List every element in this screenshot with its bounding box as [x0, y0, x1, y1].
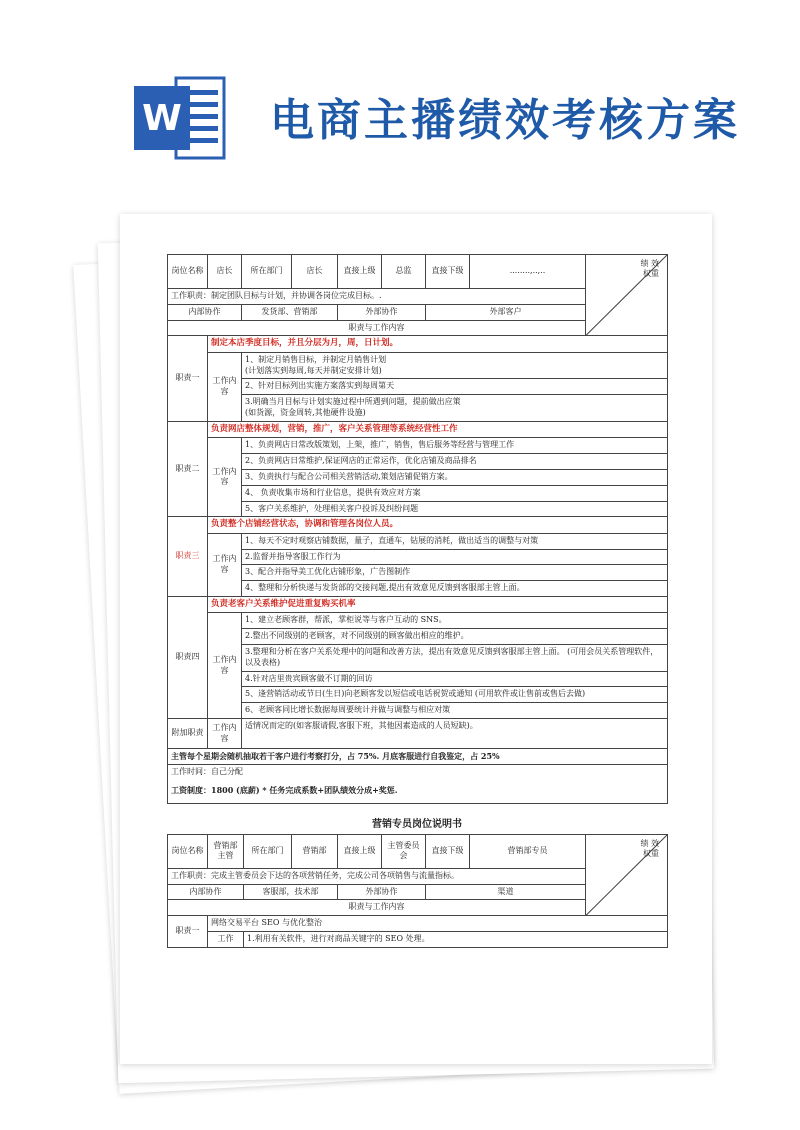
- duty-3-label: 职责三: [168, 517, 208, 597]
- external-value: 外部客户: [426, 304, 586, 320]
- t2-dept-label: 所在部门: [244, 834, 292, 868]
- duty-4-title: 负责老客户关系维护促进重复购买机率: [208, 596, 668, 612]
- page-header: [0, 0, 800, 190]
- assessment-note: 主管每个星期会随机抽取若干客户进行考察打分，占 75%. 月底客服进行自我鉴定，占 25%: [168, 749, 668, 765]
- t2-duty-1-work-label: 工作: [208, 932, 244, 948]
- content-header: 职责与工作内容: [168, 320, 586, 336]
- t2-external-value: 渠道: [426, 884, 586, 900]
- duty-2-label: 职责二: [168, 421, 208, 516]
- duty-3-title: 负责整个店铺经营状态，协调和管理各岗位人员。: [208, 517, 668, 533]
- duty-3-item-1: 1、每天不定时观察店铺数据，量子，直通车，钻展的消耗，做出适当的调整与对策: [242, 533, 668, 549]
- direct-sub-value: ........,..,..: [470, 255, 586, 289]
- perf-weight-cell: [586, 255, 668, 336]
- logo-letter: W: [142, 98, 182, 139]
- duty-2-item-4: 4、 负责收集市场和行业信息，提供有效应对方案: [242, 485, 668, 501]
- duty-2-work-content-label: 工作内容: [208, 438, 242, 517]
- t2-perf-weight-cell: [586, 834, 668, 915]
- t2-direct-sub-value: 营销部专员: [470, 834, 586, 868]
- weight-label: 权重: [643, 269, 659, 279]
- duty-4-label: 职责四: [168, 596, 208, 718]
- internal-value: 发货部、营销部: [242, 304, 338, 320]
- duty-4-item-5: 5、逢营销活动或节日(生日)向老顾客发以短信或电话祝贺或通知 (可用软件或让售前或售后去做): [242, 687, 668, 703]
- t2-external-label: 外部协作: [338, 884, 426, 900]
- t2-internal-value: 客服部，技术部: [244, 884, 338, 900]
- duty-4-work-content-label: 工作内容: [208, 613, 242, 719]
- duty-1-item-1: 1、制定月销售目标，并制定月销售计划 (计划落实到每周,每天并制定安排计划): [242, 352, 668, 379]
- duty-3-item-4: 4、整理和分析快递与发货部的交接问题,提出有效意见反馈到客服部主管上面。: [242, 581, 668, 597]
- work-duty: 工作职责：制定团队目标与计划，并协调各岗位完成目标。.: [168, 289, 586, 305]
- duty-3-item-3: 3、配合并指导美工优化店铺形象，广告图制作: [242, 565, 668, 581]
- t2-direct-sup-label: 直接上级: [338, 834, 382, 868]
- duty-1-item-3: 3.明确当月目标与计划实施过程中所遇到问题，提前做出应策 (如货源，资金周转,其他硬件设施): [242, 395, 668, 422]
- direct-sup-value: 总监: [382, 255, 426, 289]
- duty-1-title: 制定本店季度目标，并且分层为月，周，日计划。: [208, 336, 668, 352]
- duty-1-work-content-label: 工作内容: [208, 352, 242, 421]
- t2-dept-value: 营销部: [292, 834, 338, 868]
- document-page: [120, 214, 712, 1064]
- pos-label: 岗位名称: [168, 255, 208, 289]
- duty-2-title: 负责网店整体规划，营销，推广，客户关系管理等系统经营性工作: [208, 421, 668, 437]
- salary-system: 工资制度：1800 (底薪) * 任务完成系数+团队绩效分成+奖惩.: [168, 780, 668, 804]
- section-2-title: 营销专员岗位说明书: [372, 819, 462, 831]
- t2-pos-value: 营销部主管: [208, 834, 244, 868]
- t2-content-header: 职责与工作内容: [168, 900, 586, 916]
- duty-4-item-6: 6、老顾客同比增长数据每周要统计并做与调整与相应对策: [242, 703, 668, 719]
- t2-work-duty: 工作职责：完成主管委员会下达的各项营销任务，完成公司各项销售与流量指标。: [168, 868, 586, 884]
- t2-duty-1-item-1: 1.利用有关软件，进行对商品关键字的 SEO 处理。: [244, 932, 668, 948]
- internal-label: 内部协作: [168, 304, 242, 320]
- duty-2-item-3: 3、负责执行与配合公司相关营销活动,策划店铺促销方案。: [242, 469, 668, 485]
- extra-duty-label: 附加职责: [168, 719, 208, 749]
- dept-value: 店长: [292, 255, 338, 289]
- duty-4-item-4: 4.针对店里贵宾顾客做不订期的回访: [242, 671, 668, 687]
- t2-weight-label: 权重: [643, 849, 659, 859]
- duty-1-item-2: 2、针对目标列出实施方案落实到每周第天: [242, 379, 668, 395]
- pos-value: 店长: [208, 255, 242, 289]
- duty-2-item-5: 5、客户关系维护，处理相关客户投诉及纠纷问题: [242, 501, 668, 517]
- extra-duty-work-content-label: 工作内容: [208, 719, 242, 749]
- t2-direct-sup-value: 主管委员会: [382, 834, 426, 868]
- duty-2-item-2: 2、负责网店日常维护,保证网店的正常运作，优化店铺及商品排名: [242, 454, 668, 470]
- word-logo-icon: [132, 70, 228, 166]
- t2-perf-label: 绩 效: [640, 838, 659, 848]
- perf-label: 绩 效: [640, 259, 659, 268]
- extra-duty-item-1: 适情况而定的(如客服请假,客服下班，其他因素造成的人员短缺)。: [242, 719, 668, 749]
- page-title: 电商主播绩效考核方案: [270, 95, 740, 146]
- dept-label: 所在部门: [242, 255, 292, 289]
- t2-direct-sub-label: 直接下级: [426, 834, 470, 868]
- work-time: 工作时间：自己分配: [168, 764, 668, 779]
- duty-4-item-3: 3.整理和分析在客户关系处理中的问题和改善方法，提出有效意见反馈到客服部主管上面。 (可用会员关系管理软件，以及表格): [242, 645, 668, 672]
- job-description-table-2: [167, 834, 668, 948]
- t2-duty-1-title: 网络交易平台 SEO 与优化整治: [208, 916, 668, 932]
- direct-sub-label: 直接下级: [426, 255, 470, 289]
- duty-1-label: 职责一: [168, 336, 208, 421]
- duty-4-item-2: 2.整出不同级别的老顾客，对不同级别的顾客做出相应的维护。: [242, 629, 668, 645]
- duty-3-work-content-label: 工作内容: [208, 533, 242, 596]
- document-body: [167, 254, 667, 948]
- t2-duty-1-label: 职责一: [168, 916, 208, 948]
- job-description-table-1: [167, 254, 668, 804]
- duty-3-item-2: 2.监督并指导客服工作行为: [242, 549, 668, 565]
- direct-sup-label: 直接上级: [338, 255, 382, 289]
- duty-2-item-1: 1、负责网店日常改版策划，上架，推广，销售，售后服务等经营与管理工作: [242, 438, 668, 454]
- t2-pos-label: 岗位名称: [168, 834, 208, 868]
- external-label: 外部协作: [338, 304, 426, 320]
- t2-internal-label: 内部协作: [168, 884, 244, 900]
- duty-4-item-1: 1、建立老顾客群，帮派，掌柜说等与客户互动的 SNS。: [242, 613, 668, 629]
